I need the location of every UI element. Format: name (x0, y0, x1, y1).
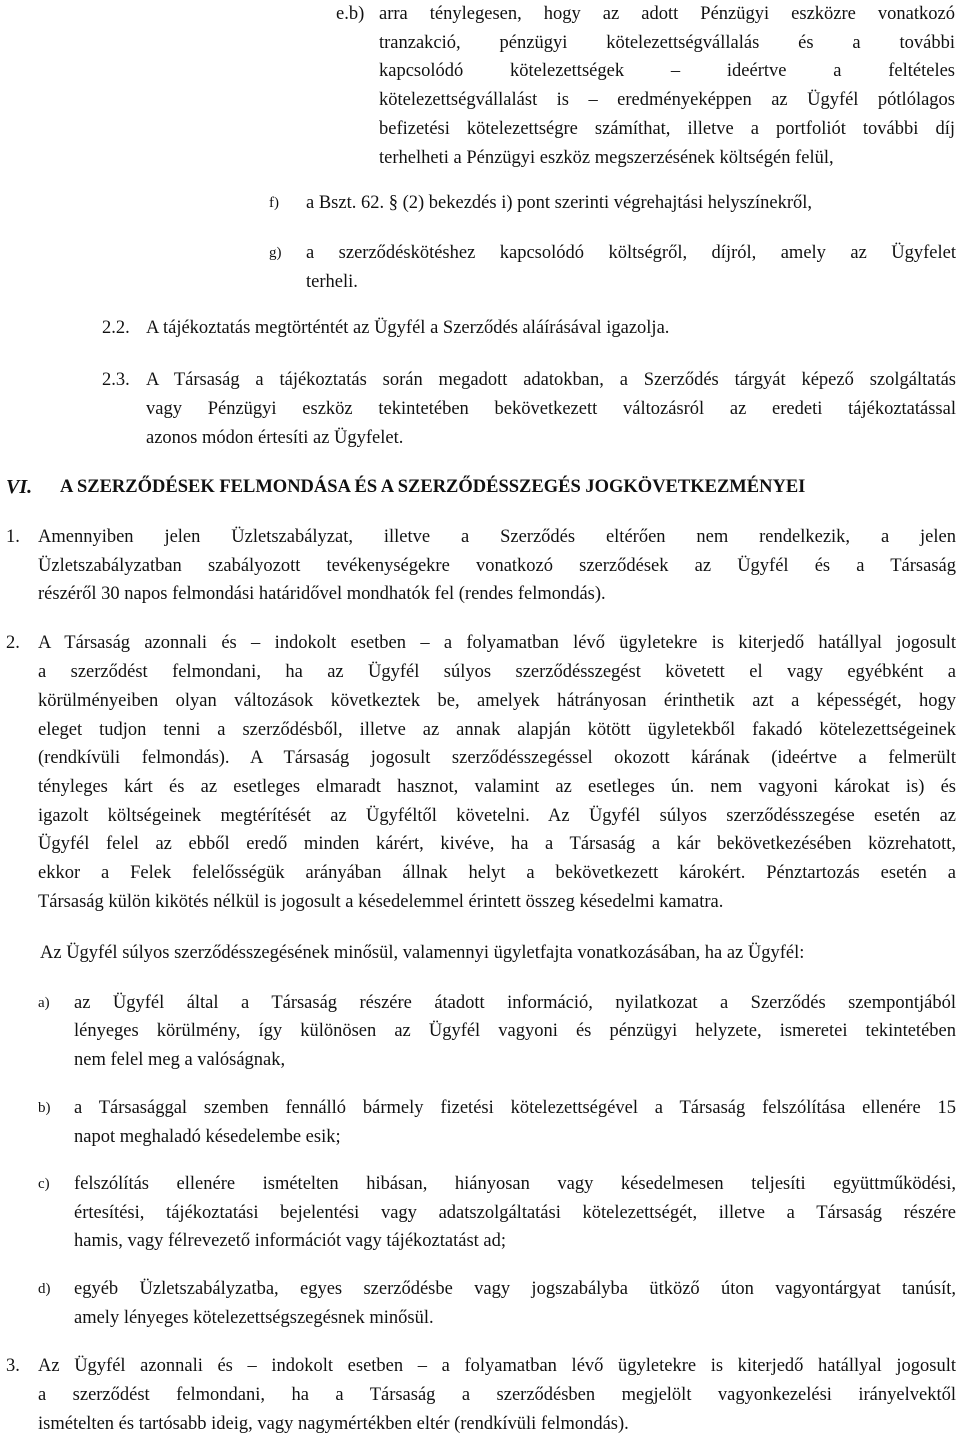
para-2-line: Ügyfél felel az ebből eredő minden kárért, kivéve, ha a Társaság a kár bekövetkezésében közrehatott, (38, 834, 956, 854)
item-e-line: tranzakció, pénzügyi kötelezettségvállalás és a további (379, 33, 955, 53)
item-2-2-number: 2.2. (102, 318, 130, 338)
item-e-line: kapcsolódó kötelezettségek – ideértve a feltételes (379, 61, 955, 81)
para-3-line: ismételten és tartósabb ideig, vagy nagymértékben eltér (rendkívüli felmondás). (38, 1414, 629, 1434)
item-g-label: g) (269, 245, 282, 261)
item-e-line: terhelheti a Pénzügyi eszköz megszerzésének költségén felül, (379, 148, 834, 168)
list-item-line: egyéb Üzletszabályzatba, egyes szerződésbe vagy jogszabályba ütköző úton vagyontárgyat tanúsít, (74, 1279, 956, 1299)
para-2-line: tényleges kárt és az esetleges elmaradt hasznot, valamint az esetleges ún. nem vagyoni károkat is) és (38, 777, 956, 797)
list-item-line: nem felel meg a valóságnak, (74, 1050, 286, 1070)
para-2-number: 2. (6, 633, 20, 653)
item-f-label: f) (269, 195, 279, 211)
list-item-label: c) (38, 1176, 50, 1192)
section-number: VI. (6, 476, 33, 498)
item-2-3-line: azonos módon értesíti az Ügyfelet. (146, 428, 404, 448)
list-item-label: d) (38, 1281, 51, 1297)
item-2-2-text: A tájékoztatás megtörténtét az Ügyfél a Szerződés aláírásával igazolja. (146, 318, 670, 338)
para-3-line: Az Ügyfél azonnali és – indokolt esetben – a folyamatban lévő ügyletekre is kiterjedő hatállyal jogosult (38, 1356, 956, 1376)
para-1-line: részéről 30 napos felmondási határidővel mondhatók fel (rendes felmondás). (38, 584, 606, 604)
list-item-line: a Társasággal szemben fennálló bármely fizetési kötelezettségével a Társaság felszólítása ellenére 15 (74, 1098, 956, 1118)
list-item-line: amely lényeges kötelezettségszegésnek minősül. (74, 1308, 434, 1328)
para-3-number: 3. (6, 1356, 20, 1376)
para-2-line: körülményeiben olyan változások következtek be, amelyek hátrányosan érinthetik azt a képességét, hogy (38, 691, 956, 711)
item-e-line: kötelezettségvállalást is – eredményeképpen az Ügyfél pótlólagos (379, 90, 955, 110)
list-item-line: lényeges körülmény, így különösen az Ügyfél vagyoni és pénzügyi helyzete, ismeretei tekintetében (74, 1021, 956, 1041)
section-title: A SZERZŐDÉSEK FELMONDÁSA ÉS A SZERZŐDÉSSZEGÉS JOGKÖVETKEZMÉNYEI (60, 477, 806, 497)
item-2-3-line: A Társaság a tájékoztatás során megadott adatokban, a Szerződés tárgyát képező szolgáltatás (146, 370, 956, 390)
list-item-label: a) (38, 995, 50, 1011)
list-item-line: hamis, vagy félrevezető információt vagy tájékoztatást ad; (74, 1231, 507, 1251)
para-2-line: (rendkívüli felmondás). A Társaság jogosult szerződésszegéssel okozott kárának (ideértve a felmerült (38, 748, 956, 768)
item-e-line: befizetési kötelezettségre számíthat, illetve a portfoliót további díj (379, 119, 955, 139)
item-g-line: terheli. (306, 272, 358, 292)
item-e-label: e.b) (336, 4, 365, 24)
para-2-line: ekkor a Felek felelősségük arányában állnak helyt a bekövetkezett károkért. Pénztartozás esetén a (38, 863, 956, 883)
para-1-line: Üzletszabályzatban szabályozott tevékenységekre vonatkozó szerződések az Ügyfél és a Társaság (38, 556, 956, 576)
item-2-3-line: vagy Pénzügyi eszköz tekintetében bekövetkezett változásról az eredeti tájékoztatással (146, 399, 956, 419)
para-2-line: igazolt költségeinek megtérítését az Ügyféltől követelni. Az Ügyfél súlyos szerződésszegése esetén az (38, 806, 956, 826)
item-2-3-number: 2.3. (102, 370, 130, 390)
item-g-line: a szerződéskötéshez kapcsolódó költségről, díjról, amely az Ügyfelet (306, 243, 956, 263)
para-1-line: Amennyiben jelen Üzletszabályzat, illetve a Szerződés eltérően nem rendelkezik, a jelen (38, 527, 956, 547)
para-2-line: A Társaság azonnali és – indokolt esetben – a folyamatban lévő ügyletekre is kiterjedő hatállyal jogosult (38, 633, 956, 653)
para-2-line: a szerződést felmondani, ha az Ügyfél súlyos szerződésszegést követett el vagy egyébként a (38, 662, 956, 682)
item-e-line: arra ténylegesen, hogy az adott Pénzügyi eszközre vonatkozó (379, 4, 955, 24)
list-item-line: felszólítás ellenére ismételten hibásan, hiányosan vagy késedelmesen teljesíti együttműködési, (74, 1174, 956, 1194)
list-item-line: értesítési, tájékoztatási bejelentési vagy adatszolgáltatási kötelezettségét, illetve a Társaság részére (74, 1203, 956, 1223)
list-item-line: az Ügyfél által a Társaság részére átadott információ, nyilatkozat a Szerződés szempontjából (74, 993, 956, 1013)
list-item-label: b) (38, 1100, 51, 1116)
para-2-line: Társaság külön kikötés nélkül is jogosult a késedelemmel érintett összeg késedelmi kamatra. (38, 892, 724, 912)
list-intro: Az Ügyfél súlyos szerződésszegésének minősül, valamennyi ügyletfajta vonatkozásában, ha az Ügyfél: (40, 943, 805, 963)
item-f-text: a Bszt. 62. § (2) bekezdés i) pont szerinti végrehajtási helyszínekről, (306, 193, 813, 213)
para-3-line: a szerződést felmondani, ha a Társaság a szerződésben megjelölt vagyonkezelési irányelvektől (38, 1385, 956, 1405)
list-item-line: napot meghaladó késedelembe esik; (74, 1127, 341, 1147)
para-2-line: eleget tudjon tenni a szerződésből, illetve az annak alapján kötött ügyletekből fakadó kötelezettségeinek (38, 720, 956, 740)
para-1-number: 1. (6, 527, 20, 547)
